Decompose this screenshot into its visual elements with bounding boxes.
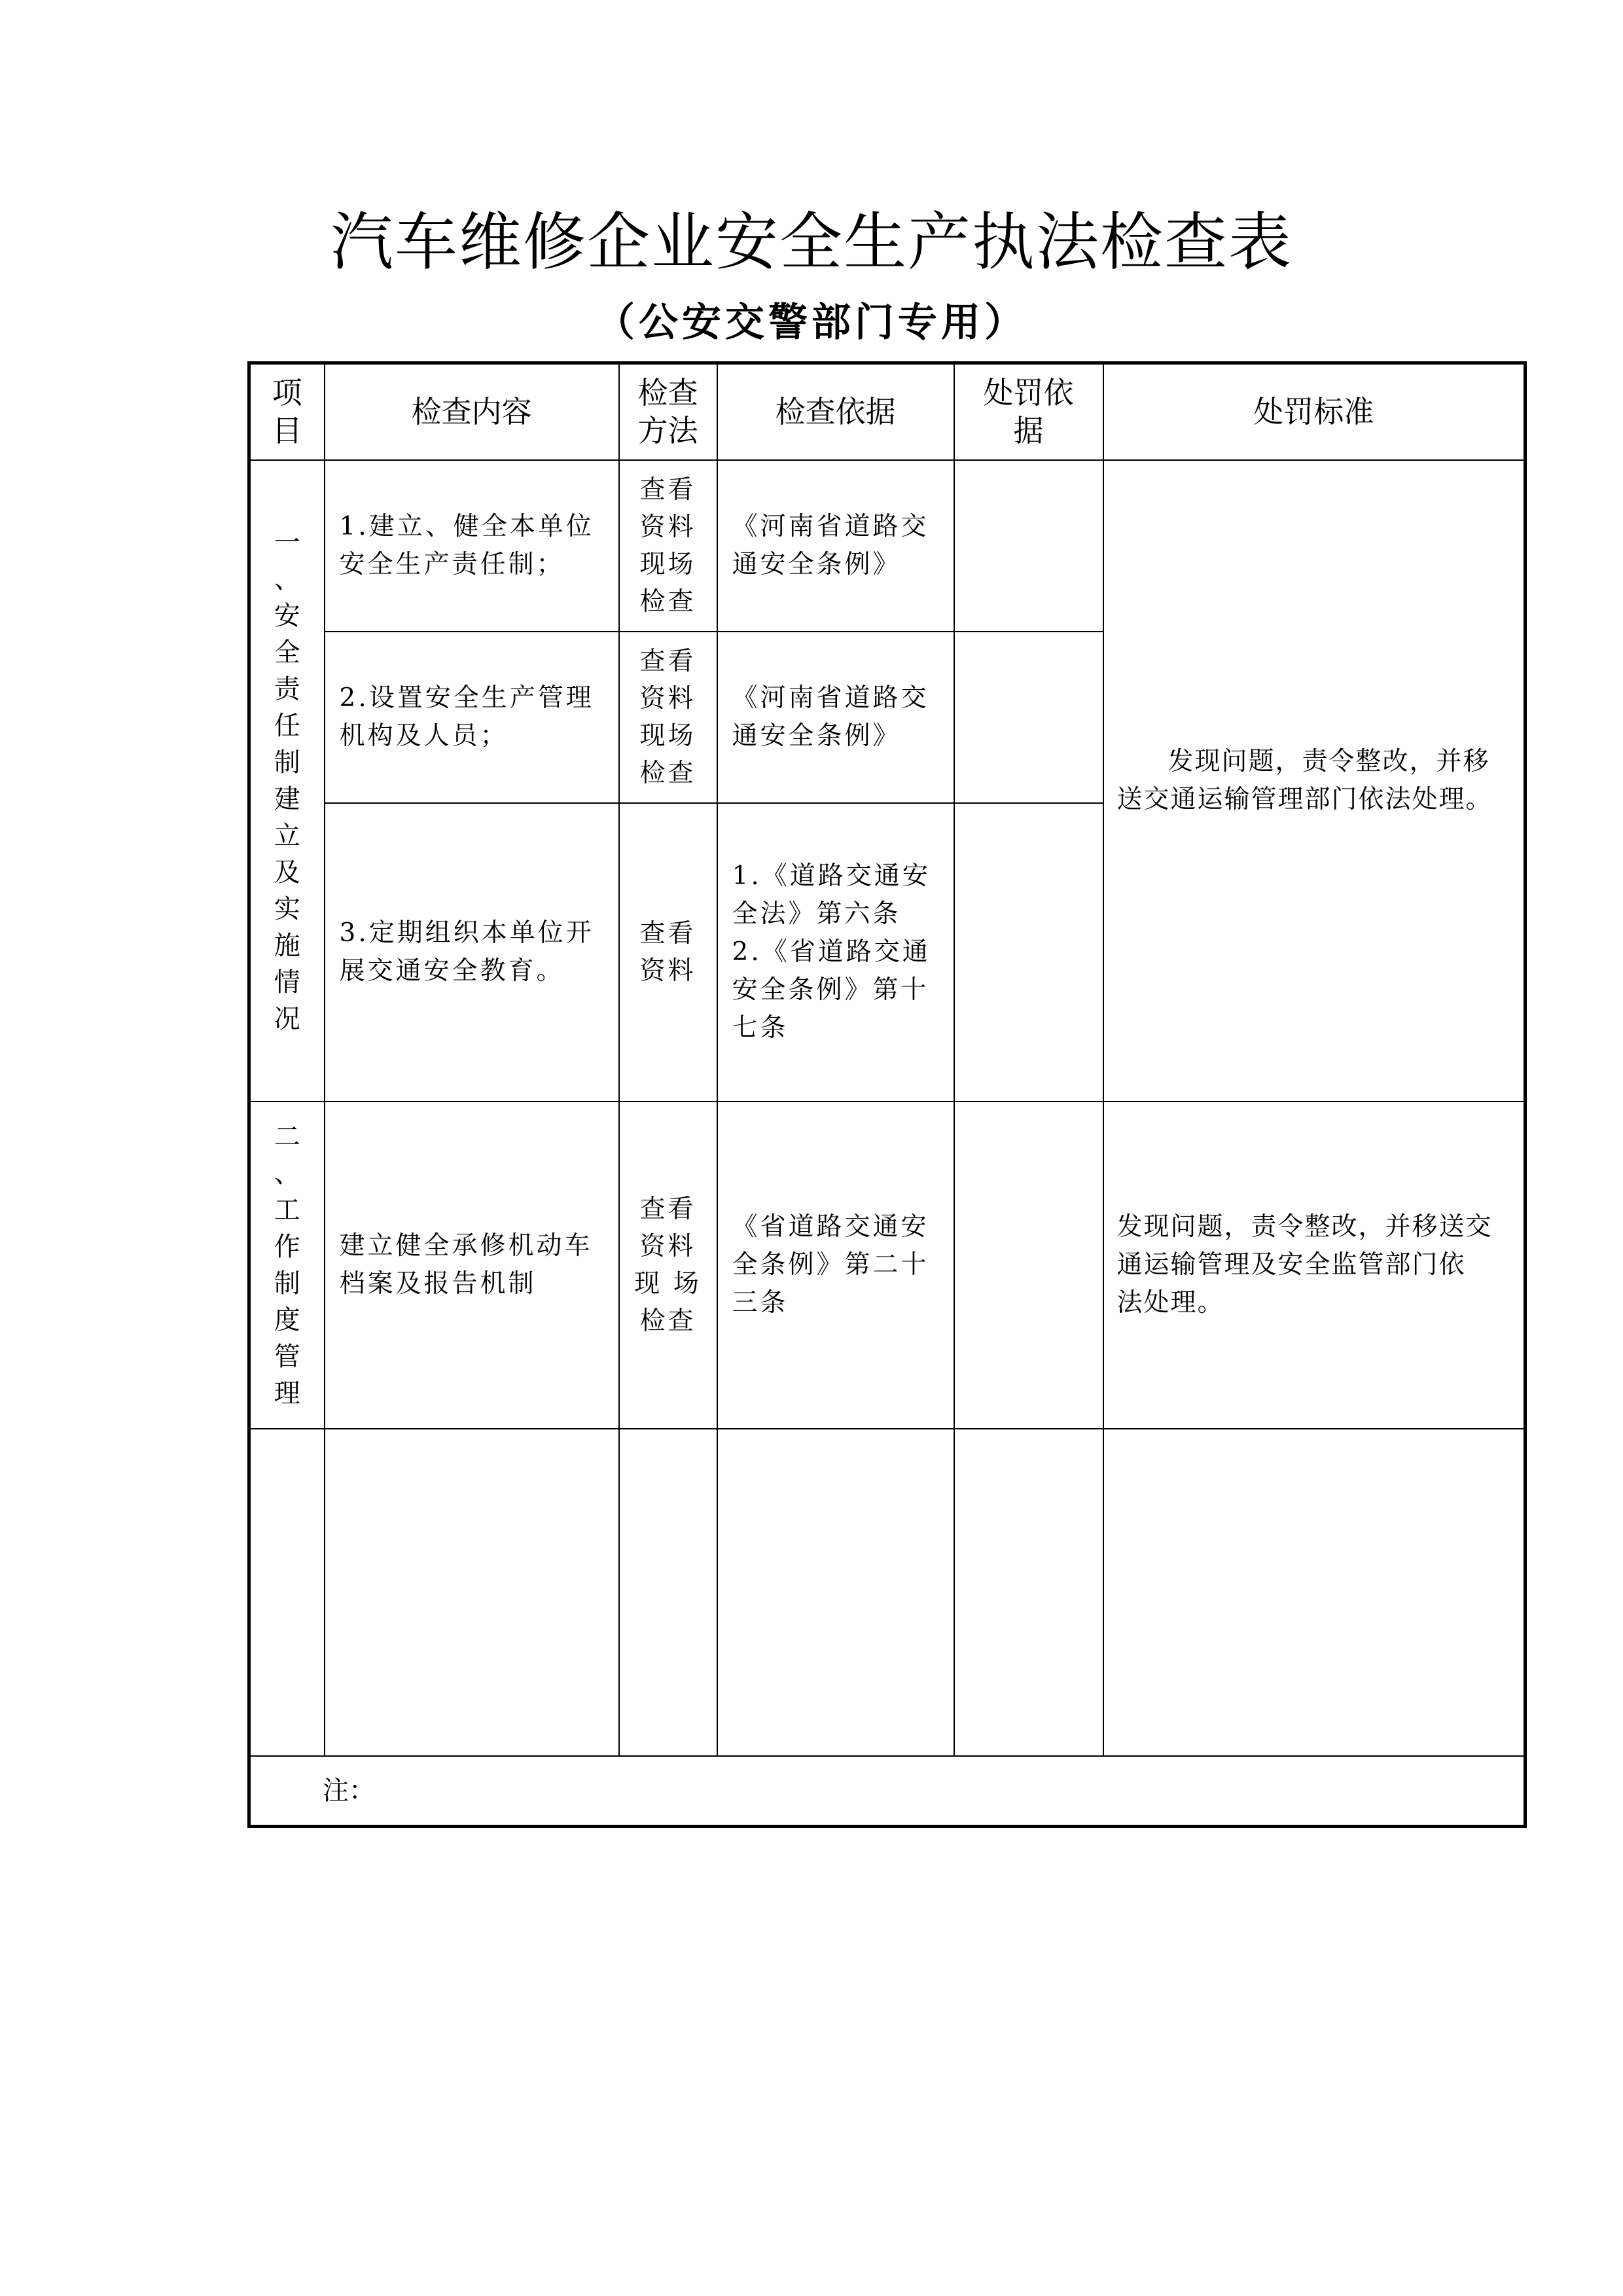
check-content-line: 安全生产责任制；: [339, 549, 565, 579]
check-basis: [717, 1102, 954, 1429]
section1-item-char: 责: [274, 673, 300, 704]
check-method: [619, 803, 717, 1102]
section2-penalty-standard: [1103, 1102, 1525, 1429]
penalty-standard-line: 法处理。: [1116, 1287, 1224, 1318]
check-basis-line: 《河南省道路交: [732, 683, 929, 713]
page-subtitle: （公安交警部门专用）: [596, 300, 1027, 346]
section1-item-char: 制: [274, 747, 300, 778]
note-row: [249, 1756, 1525, 1827]
check-basis: [717, 460, 954, 632]
section1-item-char: 情: [274, 967, 300, 997]
section1-item-char: 全: [274, 637, 300, 668]
penalty-basis-cell: [954, 1102, 1103, 1429]
check-content: [325, 1102, 619, 1429]
header-item: [249, 363, 325, 460]
check-basis: [717, 632, 954, 803]
check-content-line: 1.建立、健全本单位: [339, 511, 594, 541]
penalty-basis-cell: [954, 460, 1103, 632]
header-penalty-basis: [954, 363, 1103, 460]
table-row: [249, 1102, 1525, 1429]
section2-item-char: 工: [274, 1194, 300, 1225]
table-header-row: [249, 363, 1525, 460]
table-row: [249, 460, 1525, 632]
check-method-line: 现场: [639, 549, 696, 579]
header-basis: 检查依据: [717, 363, 954, 460]
check-method-line: 现场: [639, 721, 696, 751]
section1-item: [249, 460, 325, 1102]
check-content-line: 3.定期组织本单位开: [339, 918, 594, 948]
section1-item-char: 立: [274, 820, 300, 851]
section1-item-char: 建: [274, 783, 300, 814]
check-method: [619, 632, 717, 803]
check-content: [325, 460, 619, 632]
check-content-line: 机构及人员；: [339, 721, 508, 751]
check-basis-line: 三条: [732, 1287, 789, 1318]
empty-cell: [325, 1429, 619, 1756]
section2-item-char: 二: [274, 1121, 300, 1152]
empty-cell: [717, 1429, 954, 1756]
section2-item-char: 管: [274, 1341, 300, 1372]
header-item-text: 项目: [272, 375, 302, 449]
section2-item: [249, 1102, 325, 1429]
section1-item-char: 一: [274, 527, 300, 558]
check-content-line: 2.设置安全生产管理: [339, 683, 594, 713]
check-basis-line: 全条例》第二十: [732, 1249, 929, 1280]
empty-cell: [1103, 1429, 1525, 1756]
header-method-line1: 检查: [637, 375, 698, 411]
check-basis-line: 通安全条例》: [732, 549, 901, 579]
section1-item-char: 、: [274, 564, 300, 594]
check-method-line: 资料: [639, 956, 696, 986]
header-method: [619, 363, 717, 460]
check-method-line: 检查: [639, 1306, 696, 1336]
section2-item-char: 度: [274, 1304, 300, 1335]
section1-item-char: 及: [274, 857, 300, 888]
note-label: 注：: [249, 1756, 1525, 1827]
check-content-line: 档案及报告机制: [339, 1268, 537, 1299]
check-basis-line: 全法》第六条: [732, 899, 901, 929]
check-method-line: 检查: [639, 586, 696, 617]
section1-item-char: 任: [274, 710, 300, 741]
check-method-line: 查看: [639, 646, 696, 676]
penalty-basis-cell: [954, 632, 1103, 803]
check-method-line: 资料: [639, 512, 696, 542]
header-penalty-basis-line2: 据: [1013, 413, 1044, 449]
check-method-line: 查看: [639, 918, 696, 948]
section1-penalty-standard: [1103, 460, 1525, 1102]
section2-item-char: 作: [274, 1231, 300, 1262]
header-penalty-standard: 处罚标准: [1103, 363, 1525, 460]
empty-cell: [954, 1429, 1103, 1756]
section2-item-char: 、: [274, 1158, 300, 1189]
check-basis-line: 1.《道路交通安: [732, 861, 931, 891]
empty-cell: [619, 1429, 717, 1756]
check-basis: [717, 803, 954, 1102]
check-content: [325, 632, 619, 803]
header-method-line2: 方法: [637, 413, 698, 449]
check-basis-line: 安全条例》第十: [732, 975, 929, 1005]
check-basis-line: 2.《省道路交通: [732, 937, 931, 967]
check-method-line: 资料: [639, 683, 696, 713]
check-method: [619, 460, 717, 632]
page-title: 汽车维修企业安全生产执法检查表: [330, 206, 1293, 279]
check-content: [325, 803, 619, 1102]
check-basis-line: 通安全条例》: [732, 721, 901, 751]
section2-item-char: 理: [274, 1378, 300, 1408]
header-content: 检查内容: [325, 363, 619, 460]
section1-item-char: 况: [274, 1003, 300, 1034]
section1-item-char: 实: [274, 893, 300, 924]
penalty-basis-cell: [954, 803, 1103, 1102]
section1-penalty-standard-text: 发现问题，责令整改，并移送交通运输管理部门依法处理。: [1116, 746, 1493, 814]
check-basis-line: 七条: [732, 1013, 789, 1043]
section1-item-char: 安: [274, 600, 300, 631]
check-content-line: 建立健全承修机动车: [339, 1230, 593, 1261]
penalty-standard-line: 通运输管理及安全监管部门依: [1116, 1249, 1466, 1280]
inspection-table: [247, 361, 1527, 1828]
empty-cell: [249, 1429, 325, 1756]
check-method: [619, 1102, 717, 1429]
empty-table-row: [249, 1429, 1525, 1756]
section2-item-char: 制: [274, 1268, 300, 1299]
check-method-line: 现 场: [634, 1268, 702, 1299]
check-basis-line: 《省道路交通安: [732, 1211, 929, 1242]
check-method-line: 查看: [639, 475, 696, 505]
check-method-line: 查看: [639, 1194, 696, 1224]
check-method-line: 检查: [639, 758, 696, 788]
section1-item-char: 施: [274, 930, 300, 961]
check-method-line: 资料: [639, 1231, 696, 1261]
check-content-line: 展交通安全教育。: [339, 956, 565, 986]
header-penalty-basis-line1: 处罚依: [983, 375, 1074, 411]
check-basis-line: 《河南省道路交: [732, 511, 929, 541]
penalty-standard-line: 发现问题，责令整改，并移送交: [1116, 1211, 1493, 1242]
